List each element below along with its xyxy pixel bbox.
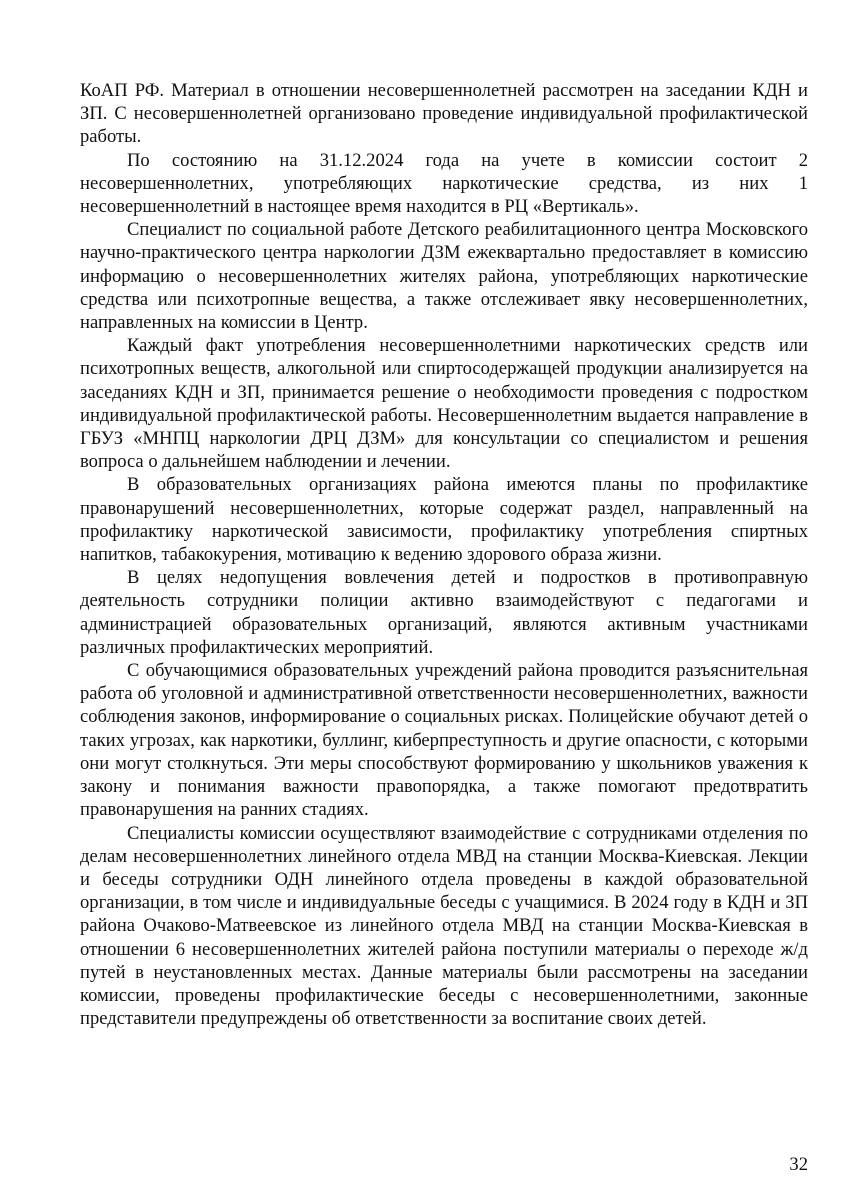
paragraph-continuation: КоАП РФ. Материал в отношении несовершеннолетней рассмотрен на заседании КДН и ЗП. С несовершеннолетней организовано проведение индивидуальной профилактической работы.	[80, 80, 808, 148]
paragraph-rehab-specialist: Специалист по социальной работе Детского реабилитационного центра Московского научно-практического центра наркологии ДЗМ ежеквартально предоставляет в комиссию информацию о несовершеннолетних жителях района, употребляющих наркотические средства или психотропные вещества, а также отслеживает явку несовершеннолетних, направленных на комиссии в Центр.	[80, 219, 808, 334]
paragraph-police-cooperation: В целях недопущения вовлечения детей и подростков в противоправную деятельность сотрудники полиции активно взаимодействуют с педагогами и администрацией образовательных организаций, являются активным участниками различных профилактических мероприятий.	[80, 567, 808, 658]
page-number: 32	[789, 1154, 808, 1175]
paragraph-explanatory-work: С обучающимися образовательных учреждений района проводится разъяснительная работа об уголовной и административной ответственности несовершеннолетних, важности соблюдения законов, информирование о социальных рисках. Полицейские обучают детей о таких угрозах, как наркотики, буллинг, киберпреступность и другие опасности, с которыми они могут столкнуться. Эти меры способствуют формированию у школьников уважения к закону и понимания важности правопорядка, а также помогают предотвратить правонарушения на ранних стадиях.	[80, 660, 808, 821]
document-body	[80, 79, 808, 1030]
paragraph-substance-cases: Каждый факт употребления несовершеннолетними наркотических средств или психотропных веществ, алкогольной или спиртосодержащей продукции анализируется на заседаниях КДН и ЗП, принимается решение о необходимости проведения с подростком индивидуальной профилактической работы. Несовершеннолетним выдается направление в ГБУЗ «МНПЦ наркологии ДРЦ ДЗМ» для консультации со специалистом и решения вопроса о дальнейшем наблюдении и лечении.	[80, 335, 808, 473]
paragraph-railway-police: Специалисты комиссии осуществляют взаимодействие с сотрудниками отделения по делам несовершеннолетних линейного отдела МВД на станции Москва-Киевская. Лекции и беседы сотрудники ОДН линейного отдела проведены в каждой образовательной организации, в том числе и индивидуальные беседы с учащимися. В 2024 году в КДН и ЗП района Очаково-Матвеевское из линейного отдела МВД на станции Москва-Киевская в отношении 6 несовершеннолетних жителей района поступили материалы о переходе ж/д путей в неустановленных местах. Данные материалы были рассмотрены на заседании комиссии, проведены профилактические беседы с несовершеннолетними, законные представители предупреждены об ответственности за воспитание своих детей.	[80, 822, 808, 1030]
paragraph-registered-minors: По состоянию на 31.12.2024 года на учете в комиссии состоит 2 несовершеннолетних, употребляющих наркотические средства, из них 1 несовершеннолетний в настоящее время находится в РЦ «Вертикаль».	[80, 149, 808, 218]
paragraph-school-plans: В образовательных организациях района имеются планы по профилактике правонарушений несовершеннолетних, которые содержат раздел, направленный на профилактику наркотической зависимости, профилактику употребления спиртных напитков, табакокурения, мотивацию к ведению здорового образа жизни.	[80, 474, 808, 566]
